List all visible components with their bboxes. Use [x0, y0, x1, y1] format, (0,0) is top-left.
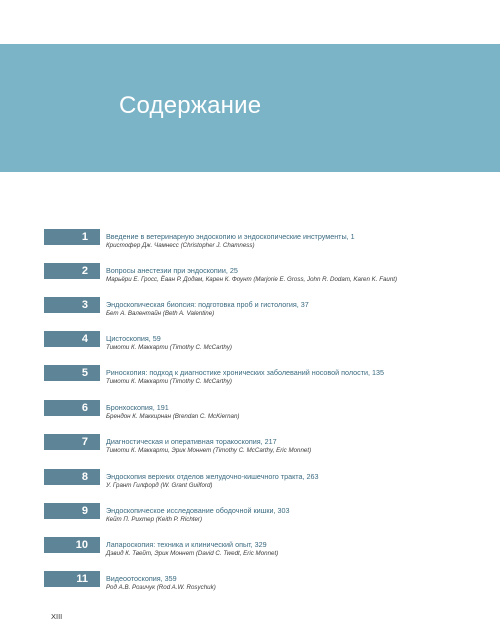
chapter-title[interactable]: Диагностическая и оперативная торакоскопия, 217 [106, 437, 277, 446]
chapter-title[interactable]: Лапароскопия: техника и клинический опыт, 329 [106, 540, 267, 549]
toc-entry[interactable] [44, 571, 484, 601]
chapter-title[interactable]: Цистоскопия, 59 [106, 334, 161, 343]
chapter-authors: Бет А. Валентайн (Beth A. Valentine) [106, 310, 215, 317]
chapter-number: 1 [44, 229, 100, 245]
chapter-number: 7 [44, 434, 100, 450]
chapter-number: 4 [44, 331, 100, 347]
chapter-number: 3 [44, 297, 100, 313]
chapter-number: 9 [44, 503, 100, 519]
chapter-title[interactable]: Эндоскопическая биопсия: подготовка проб и гистология, 37 [106, 300, 309, 309]
toc-entry[interactable] [44, 434, 484, 464]
header-banner [0, 44, 500, 172]
toc-entry[interactable] [44, 229, 484, 259]
chapter-authors: Род А.В. Розичук (Rod A.W. Rosychuk) [106, 584, 216, 591]
chapter-title[interactable]: Видеоотоскопия, 359 [106, 574, 177, 583]
toc-entry[interactable] [44, 297, 484, 327]
chapter-authors: Марьёри Е. Гросс, Ёаан Р. Додам, Карен К. Фоунт (Marjorie E. Gross, John R. Dodam, Karen K. Faunt) [106, 276, 398, 283]
toc-entry[interactable] [44, 537, 484, 567]
chapter-number: 10 [44, 537, 100, 553]
chapter-number: 11 [44, 571, 100, 587]
chapter-title[interactable]: Риноскопия: подход к диагностике хронических заболеваний носовой полости, 135 [106, 368, 385, 377]
page-number: XIII [51, 612, 63, 621]
chapter-number: 5 [44, 365, 100, 381]
chapter-title[interactable]: Введение в ветеринарную эндоскопию и эндоскопические инструменты, 1 [106, 232, 355, 241]
toc-entry[interactable] [44, 469, 484, 499]
chapter-authors: Кристофер Дж. Чамнесс (Christopher J. Chamness) [106, 242, 255, 249]
toc-entry[interactable] [44, 365, 484, 395]
chapter-authors: Кейт П. Рихтер (Keith P. Richter) [106, 516, 203, 523]
chapter-authors: Брендон К. Маккирнан (Brendan C. McKiernan) [106, 413, 240, 420]
chapter-authors: У. Грант Гилфорд (W. Grant Guilford) [106, 482, 213, 489]
toc-entry[interactable] [44, 400, 484, 430]
chapter-authors: Дэвид К. Твейт, Эрик Моннет (David C. Twedt, Eric Monnet) [106, 550, 279, 557]
chapter-authors: Тимоти К. Маккарти (Timothy C. McCarthy) [106, 344, 232, 351]
chapter-number: 2 [44, 263, 100, 279]
chapter-title[interactable]: Эндоскопическое исследование ободочной кишки, 303 [106, 506, 290, 515]
toc-entry[interactable] [44, 263, 484, 293]
page-title: Содержание [119, 92, 262, 119]
chapter-title[interactable]: Бронхоскопия, 191 [106, 403, 169, 412]
chapter-number: 8 [44, 469, 100, 485]
chapter-title[interactable]: Вопросы анестезии при эндоскопии, 25 [106, 266, 238, 275]
toc-entry[interactable] [44, 331, 484, 361]
chapter-authors: Тимоти К. Маккарти (Timothy C. McCarthy) [106, 378, 232, 385]
chapter-authors: Тимоти К. Маккарти, Эрик Моннет (Timothy C. McCarthy, Eric Monnet) [106, 447, 312, 454]
chapter-number: 6 [44, 400, 100, 416]
toc-entry[interactable] [44, 503, 484, 533]
chapter-title[interactable]: Эндоскопия верхних отделов желудочно-кишечного тракта, 263 [106, 472, 319, 481]
